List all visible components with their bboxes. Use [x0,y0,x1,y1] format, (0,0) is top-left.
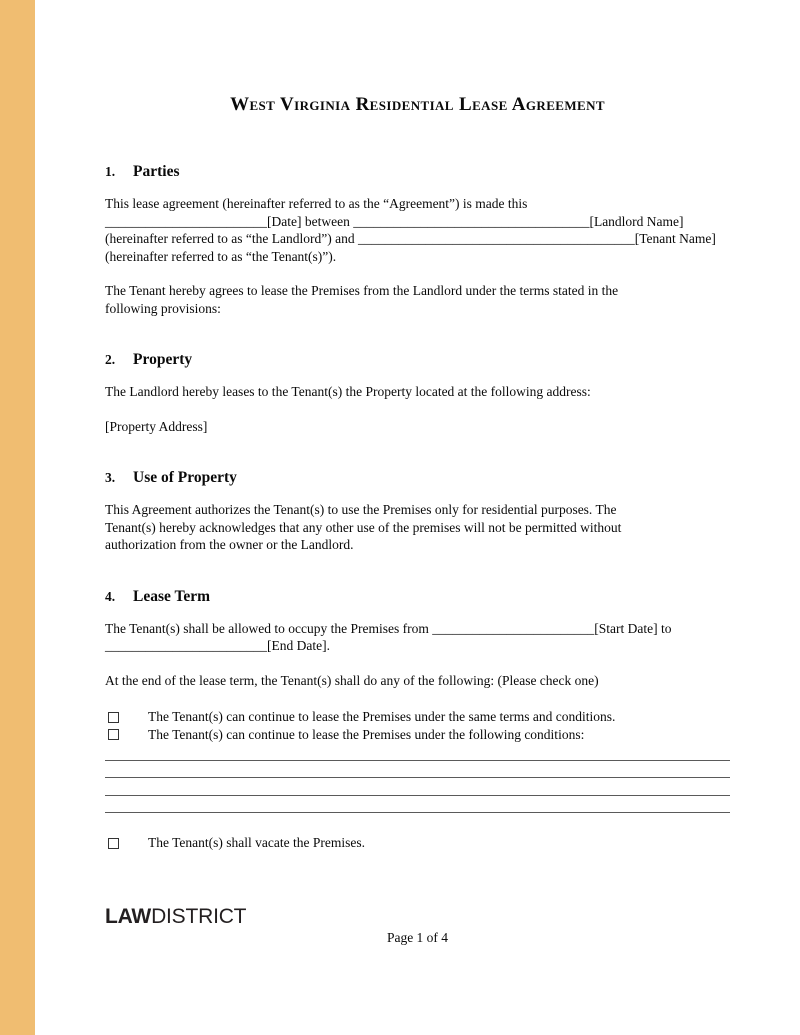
section-number: 3. [105,470,116,485]
paragraph-line: (hereinafter referred to as “the Tenant(s)”). [105,248,337,264]
checkbox-row [105,834,730,852]
logo-district-text: DISTRICT [151,904,247,928]
section-heading-label: Use of Property [133,469,237,486]
paragraph [105,501,730,554]
checkbox[interactable] [108,729,119,740]
section-heading-label: Property [133,351,193,368]
section-number: 1. [105,164,116,179]
section-heading-lease-term [105,588,730,606]
paragraph [105,383,730,401]
checkbox-label: The Tenant(s) can continue to lease the Premises under the following conditions: [148,726,585,742]
paragraph-line: authorization from the owner or the Landlord. [105,537,354,552]
document-title: West Virginia Residential Lease Agreement [230,94,605,115]
paragraph-line: The Tenant hereby agrees to lease the Premises from the Landlord under the terms stated in the [105,283,619,298]
paragraph-line: This Agreement authorizes the Tenant(s) to use the Premises only for residential purposes. The [105,502,617,517]
paragraph-line: ________________________[End Date]. [105,638,330,653]
paragraph-line: The Landlord hereby leases to the Tenant(s) the Property located at the following address: [105,384,591,399]
section-number: 2. [105,352,116,367]
checkbox-row [105,726,730,744]
document-body [105,163,730,852]
paragraph [105,418,730,436]
paragraph [105,672,730,690]
checkbox[interactable] [108,712,119,723]
section-number: 4. [105,588,116,604]
paragraph-line: Tenant(s) hereby acknowledges that any other use of the premises will not be permitted without [105,519,622,535]
section-heading-parties [105,163,730,181]
paragraph [105,282,730,317]
left-accent-bar [0,0,35,1035]
checkbox-row [105,708,730,726]
paragraph-line: The Tenant(s) shall be allowed to occupy the Premises from ________________________[Start Date] to [105,620,672,636]
paragraph-line: At the end of the lease term, the Tenant(s) shall do any of the following: (Please check one) [105,672,599,688]
paragraph-line: [Property Address] [105,418,208,434]
checkbox[interactable] [108,838,119,849]
lawdistrict-logo [105,905,730,929]
paragraph [105,620,730,655]
section-heading-label: Parties [133,163,180,180]
blank-line [105,778,730,796]
checkbox-label: The Tenant(s) can continue to lease the Premises under the same terms and conditions. [148,709,616,724]
blank-line [105,743,730,761]
page-number: Page 1 of 4 [386,929,449,945]
section-heading-property [105,351,730,369]
logo-law-text: LAW [105,904,152,928]
section-heading-label: Lease Term [133,587,211,605]
page-footer [105,905,730,947]
blank-lines-group [105,743,730,813]
paragraph [105,195,730,265]
blank-line [105,796,730,814]
checkbox-label: The Tenant(s) shall vacate the Premises. [148,835,365,850]
document-page [105,0,730,946]
paragraph-line: ________________________[Date] between ___________________________________[Landlord Name] [105,213,684,229]
paragraph-line: This lease agreement (hereinafter referred to as the “Agreement”) is made this [105,196,528,211]
section-heading-use-of-property [105,469,730,487]
paragraph-line: (hereinafter referred to as “the Landlord”) and _________________________________________[Tenant Name] [105,231,716,246]
blank-line [105,761,730,779]
paragraph-line: following provisions: [105,300,221,316]
